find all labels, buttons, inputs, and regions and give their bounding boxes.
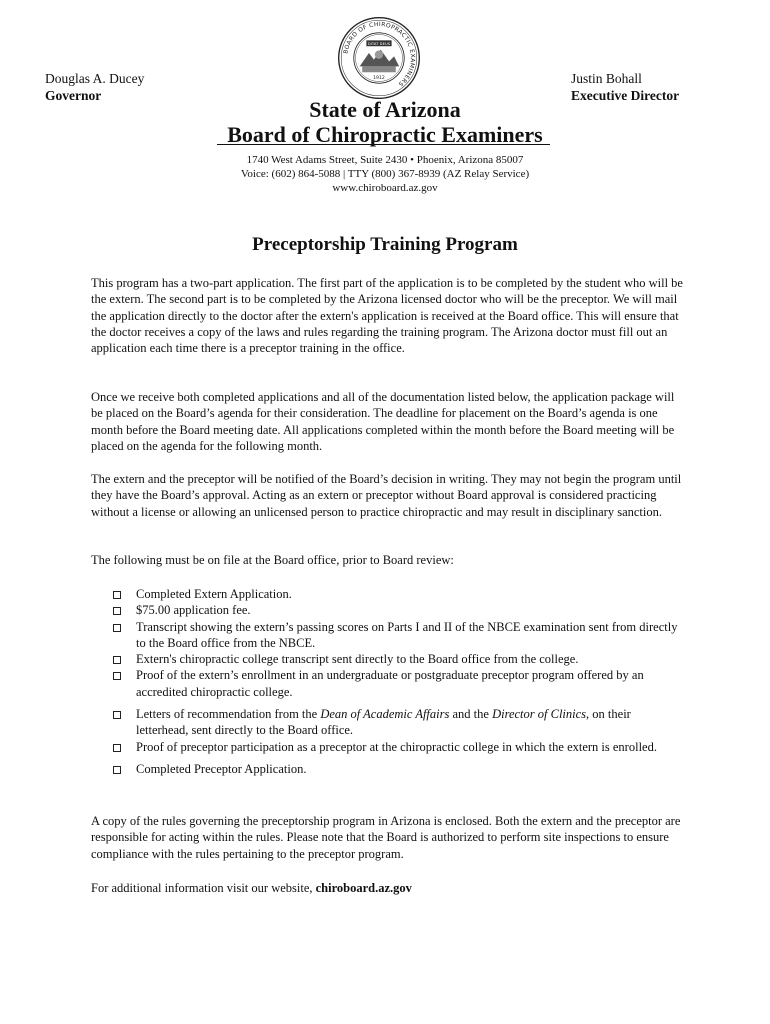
- checklist-item: $75.00 application fee.: [91, 602, 686, 618]
- agenda-paragraph: Once we receive both completed applications and all of the documentation listed below, the application package will be placed on the Board’s agenda for their consideration. The deadline for placement on the Board’s agenda is one month before the Board meeting date. All applications completed within the month before the Board meeting will be placed on the agenda for the following month.: [91, 390, 675, 453]
- letterhead-title: [0, 98, 770, 148]
- checkbox-icon[interactable]: [113, 672, 121, 680]
- header-divider: [217, 144, 550, 145]
- checklist-item: Completed Preceptor Application.: [91, 761, 686, 777]
- governor-name: Douglas A. Ducey: [45, 71, 145, 86]
- checklist-item: [91, 706, 686, 739]
- requirements-intro: The following must be on file at the Board office, prior to Board review:: [91, 553, 454, 567]
- checkbox-icon[interactable]: [113, 656, 121, 664]
- rules-paragraph: A copy of the rules governing the preceptorship program in Arizona is enclosed. Both the extern and the preceptor are responsible for acting within the rules. Please note that the Board is authorized to perform site inspections to ensure compliance with the rules pertaining to the preceptor program.: [91, 814, 681, 861]
- state-name: State of Arizona: [309, 97, 461, 122]
- director-name: Justin Bohall: [571, 71, 642, 86]
- checklist-item: Completed Extern Application.: [91, 586, 686, 602]
- requirements-checklist: [91, 586, 686, 777]
- checkbox-icon[interactable]: [113, 591, 121, 599]
- web-line[interactable]: www.chiroboard.az.gov: [332, 182, 438, 194]
- checkbox-icon[interactable]: [113, 624, 121, 632]
- seal-ring-text: BOARD OF CHIROPRACTIC EXAMINERS: [343, 22, 415, 87]
- checkbox-icon[interactable]: [113, 744, 121, 752]
- director-title: Executive Director: [571, 88, 680, 103]
- recommendation-text: Letters of recommendation from the Dean of Academic Affairs and the Director of Clinics, on their letterhead, sent directly to the Board office.: [136, 707, 631, 738]
- notification-paragraph: The extern and the preceptor will be notified of the Board’s decision in writing. They may not begin the program until they have the Board’s approval. Acting as an extern or preceptor without Board approval is considered practicing without a license or allowing an unlicensed person to practice chiropractic and may result in disciplinary sanction.: [91, 472, 682, 519]
- governor-title: Governor: [45, 88, 102, 103]
- checkbox-icon[interactable]: [113, 766, 121, 774]
- address-line: 1740 West Adams Street, Suite 2430 • Phoenix, Arizona 85007: [246, 154, 524, 166]
- checklist-item: Extern's chiropractic college transcript sent directly to the Board office from the college.: [91, 651, 686, 667]
- checkbox-icon[interactable]: [113, 607, 121, 615]
- intro-paragraph: This program has a two-part application. The first part of the application is to be completed by the student who will be the extern. The second part is to be completed by the Arizona licensed doctor who will be the preceptor. We will mail the application directly to the doctor after the extern's application is received at the Board office. This will ensure that the doctor receives a copy of the laws and rules regarding the training program. The Arizona doctor must fill out an application each time there is a preceptor training in the office.: [91, 276, 683, 356]
- board-name: Board of Chiropractic Examiners: [227, 122, 543, 147]
- document-title: Preceptorship Training Program: [252, 234, 518, 255]
- seal-motto: DITAT DEUS: [367, 40, 391, 46]
- seal-year: 1912: [373, 76, 385, 81]
- phone-line: Voice: (602) 864-5088 | TTY (800) 367-8939 (AZ Relay Service): [240, 168, 530, 180]
- checkbox-icon[interactable]: [113, 711, 121, 719]
- website-link[interactable]: chiroboard.az.gov: [315, 881, 412, 895]
- checklist-item: Transcript showing the extern’s passing scores on Parts I and II of the NBCE examination sent from directly to the Board office from the NBCE.: [91, 619, 686, 652]
- state-seal-logo: [337, 16, 421, 100]
- checklist-item: Proof of the extern’s enrollment in an undergraduate or postgraduate preceptor program offered by an accredited chiropractic college.: [91, 667, 686, 700]
- contact-block: [0, 153, 770, 195]
- footer-paragraph: For additional information visit our website, chiroboard.az.gov: [91, 881, 412, 895]
- checklist-item: Proof of preceptor participation as a preceptor at the chiropractic college in which the extern is enrolled.: [91, 739, 686, 755]
